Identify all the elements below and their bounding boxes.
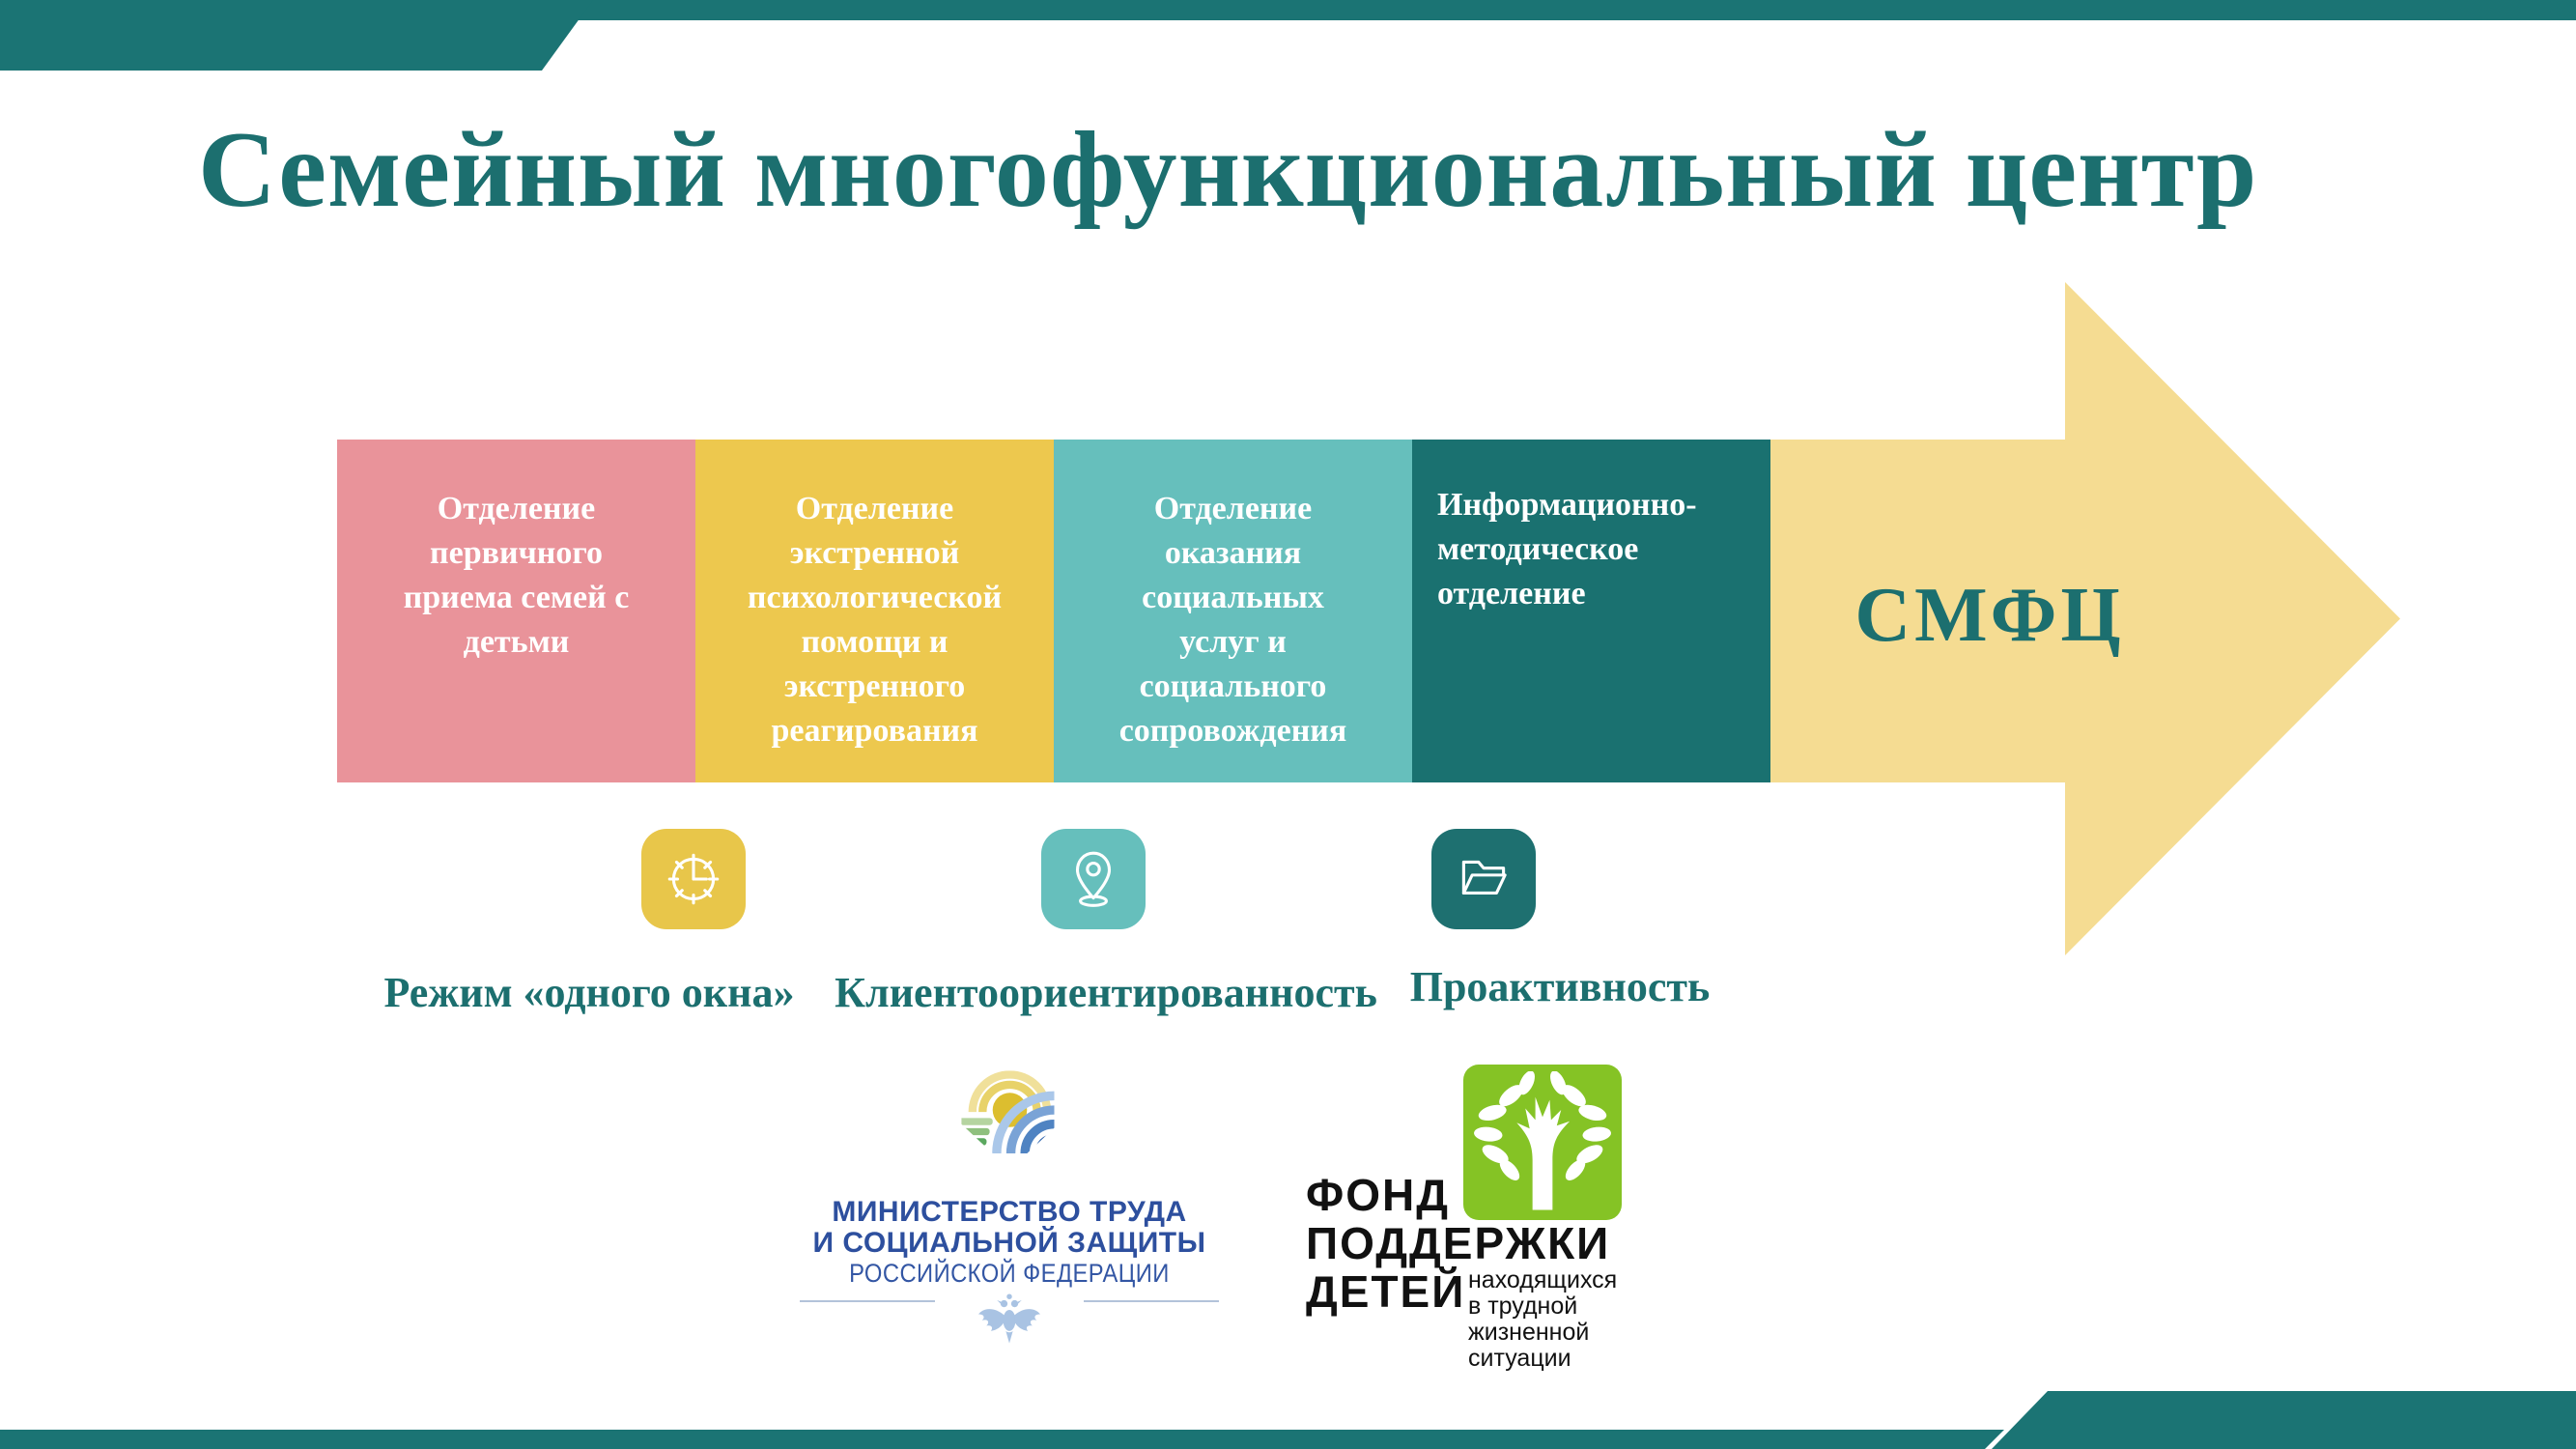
divider-line	[800, 1300, 935, 1302]
department-label: Отделение первичного приема семей с детьми	[403, 491, 630, 660]
open-folder-icon	[1431, 829, 1536, 929]
fund-subtitle: находящихся в трудной жизненной ситуации	[1468, 1266, 1618, 1372]
ministry-name-line1: МИНИСТЕРСТВО ТРУДА	[832, 1196, 1187, 1228]
department-block-information-methodical	[1412, 440, 1770, 782]
fund-name-line3: ДЕТЕЙ	[1306, 1266, 1466, 1317]
department-label: Отделение экстренной психологической помощи и экстренного реагирования	[747, 491, 1003, 749]
department-label: Отделение оказания социальных услуг и социального сопровождения	[1118, 491, 1347, 749]
principle-label-proactivity: Проактивность	[1409, 963, 1711, 1010]
ministry-emblem-icon	[954, 1067, 1065, 1174]
fund-logo	[1294, 1053, 1642, 1372]
top-left-teal-band	[0, 0, 593, 71]
department-block-social-services	[1054, 440, 1412, 782]
principle-label-client-oriented: Клиентоориентированность	[835, 969, 1377, 1016]
slide-title: Семейный многофункциональный центр	[198, 110, 2258, 230]
fund-name-line2: ПОДДЕРЖКИ	[1306, 1218, 1611, 1268]
ministry-name-line2: И СОЦИАЛЬНОЙ ЗАЩИТЫ	[812, 1227, 1206, 1259]
clock-icon	[641, 829, 746, 929]
double-eagle-icon	[969, 1289, 1050, 1350]
fund-tree-hand-icon	[1463, 1065, 1622, 1220]
principle-label-single-window: Режим «одного окна»	[383, 969, 795, 1016]
fund-name-line1: ФОНД	[1306, 1170, 1451, 1220]
ministry-name-line3: РОССИЙСКОЙ ФЕДЕРАЦИИ	[849, 1259, 1170, 1288]
department-label: Информационно- методическое отделение	[1437, 487, 1697, 611]
department-block-emergency-psychological	[695, 440, 1054, 782]
arrow-label: СМФЦ	[1854, 573, 2125, 658]
ministry-logo	[792, 1063, 1227, 1362]
divider-line	[1084, 1300, 1219, 1302]
department-block-primary-reception	[337, 440, 695, 782]
bottom-teal-strip	[0, 1430, 2004, 1449]
bottom-right-teal-band	[1985, 1391, 2576, 1449]
location-pin-icon	[1041, 829, 1146, 929]
